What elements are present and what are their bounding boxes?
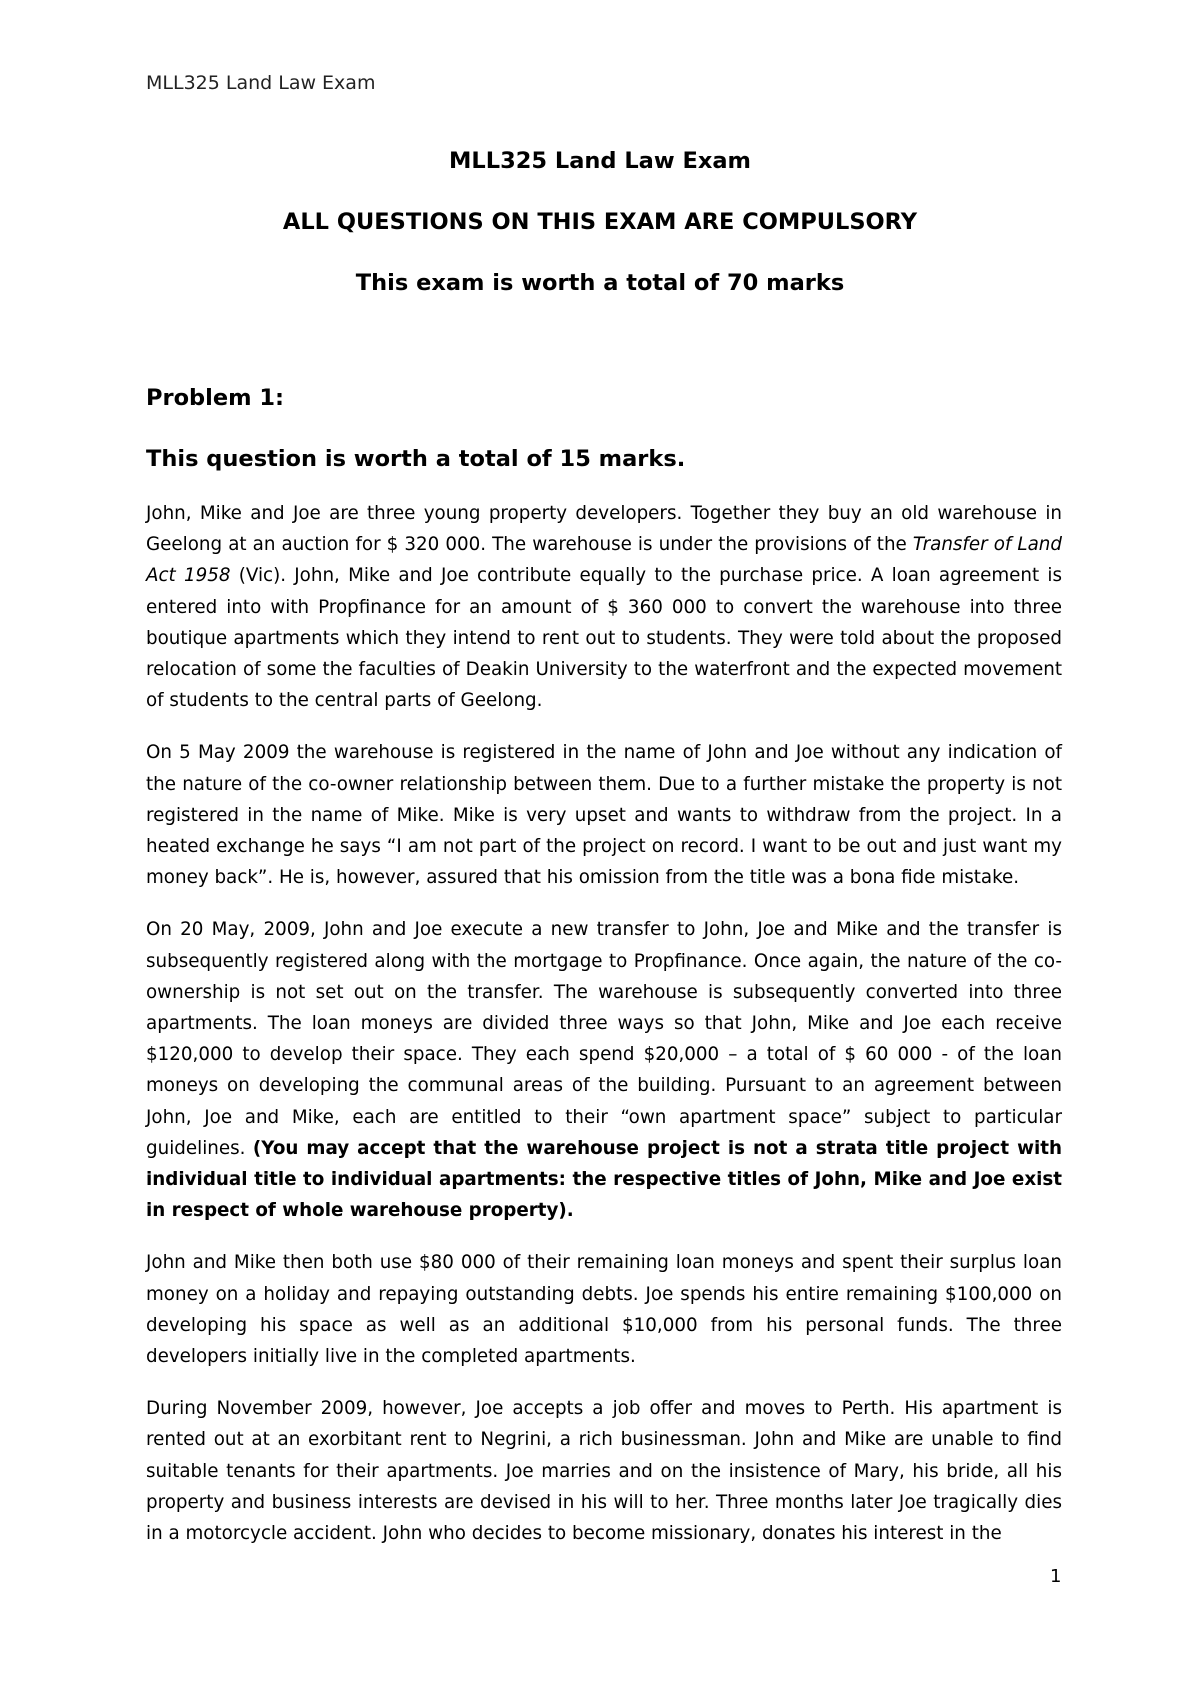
problem-body <box>146 498 1062 1570</box>
paragraph-5: During November 2009, however, Joe accepts a job offer and moves to Perth. His apartment is rented out at an exorbitant rent to Negrini, a rich businessman. John and Mike are unable to find suitable tenants for their apartments. Joe marries and on the insistence of Mary, his bride, all his property and business interests are devised in his will to her. Three months later Joe tragically dies in a motorcycle accident. John who decides to become missionary, donates his interest in the <box>146 1398 1062 1545</box>
exam-title: MLL325 Land Law Exam <box>449 148 751 174</box>
problem-marks: This question is worth a total of 15 marks. <box>146 446 686 472</box>
running-header: MLL325 Land Law Exam <box>146 72 376 94</box>
act-title: Transfer of Land Act 1958 <box>146 534 1062 587</box>
paragraph-3: On 20 May, 2009, John and Joe execute a new transfer to John, Joe and Mike and the transfer is subsequently registered along with the mortgage to Propfinance. Once again, the nature of the co-ownership is not set out on the transfer. The warehouse is subsequently converted into three apartments. The loan moneys are divided three ways so that John, Mike and Joe each receive $120,000 to develop their space. They each spend $20,000 – a total of $ 60 000 - of the loan moneys on developing the communal areas of the building. Pursuant to an agreement between John, Joe and Mike, each are entitled to their “own apartment space” subject to particular guidelines. (You may accept that the warehouse project is not a strata title project with individual title to individual apartments: the respective titles of John, Mike and Joe exist in respect of whole warehouse property). <box>146 919 1063 1222</box>
exam-instruction: ALL QUESTIONS ON THIS EXAM ARE COMPULSORY <box>282 209 918 235</box>
strata-note: (You may accept that the warehouse project is not a strata title project with individual title to individual apartments: the respective titles of John, Mike and Joe exist in respect of whole warehouse property). <box>146 1137 1063 1222</box>
exam-total-marks: This exam is worth a total of 70 marks <box>355 270 845 296</box>
page-number: 1 <box>1050 1566 1062 1587</box>
problem-heading: Problem 1: <box>146 385 285 411</box>
paragraph-1: John, Mike and Joe are three young property developers. Together they buy an old warehouse in Geelong at an auction for $ 320 000. The warehouse is under the provisions of the Transfer of Land Act 1958 (Vic). John, Mike and Joe contribute equally to the purchase price. A loan agreement is entered into with Propfinance for an amount of $ 360 000 to convert the warehouse into three boutique apartments which they intend to rent out to students. They were told about the proposed relocation of some the faculties of Deakin University to the waterfront and the expected movement of students to the central parts of Geelong. <box>146 503 1062 712</box>
paragraph-4: John and Mike then both use $80 000 of their remaining loan moneys and spent their surplus loan money on a holiday and repaying outstanding debts. Joe spends his entire remaining $100,000 on developing his space as well as an additional $10,000 from his personal funds. The three developers initially live in the completed apartments. <box>146 1252 1062 1368</box>
paragraph-2: On 5 May 2009 the warehouse is registered in the name of John and Joe without any indication of the nature of the co-owner relationship between them. Due to a further mistake the property is not registered in the name of Mike. Mike is very upset and wants to withdraw from the project. In a heated exchange he says “I am not part of the project on record. I want to be out and just want my money back”. He is, however, assured that his omission from the title was a bona fide mistake. <box>146 742 1062 889</box>
